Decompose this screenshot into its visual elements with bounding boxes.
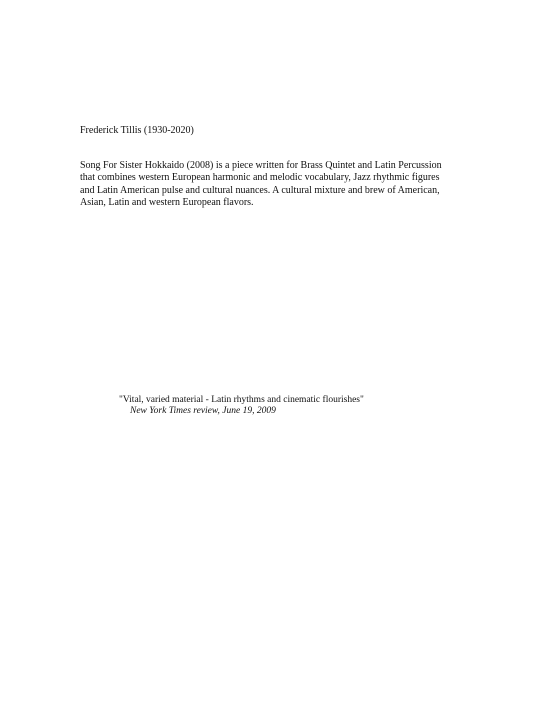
description-line: Asian, Latin and western European flavors.	[80, 196, 254, 208]
description-line: and Latin American pulse and cultural nuances. A cultural mixture and brew of American,	[80, 184, 440, 196]
description-line: Song For Sister Hokkaido (2008) is a piece written for Brass Quintet and Latin Percussion	[80, 160, 442, 171]
piece-description	[80, 160, 470, 209]
review-quote	[119, 395, 439, 417]
description-line: that combines western European harmonic and melodic vocabulary, Jazz rhythmic figures	[80, 172, 440, 184]
composer-heading: Frederick Tillis (1930-2020)	[80, 125, 194, 136]
quote-text: "Vital, varied material - Latin rhythms and cinematic flourishes"	[119, 395, 364, 405]
quote-source: New York Times review, June 19, 2009	[130, 406, 276, 416]
